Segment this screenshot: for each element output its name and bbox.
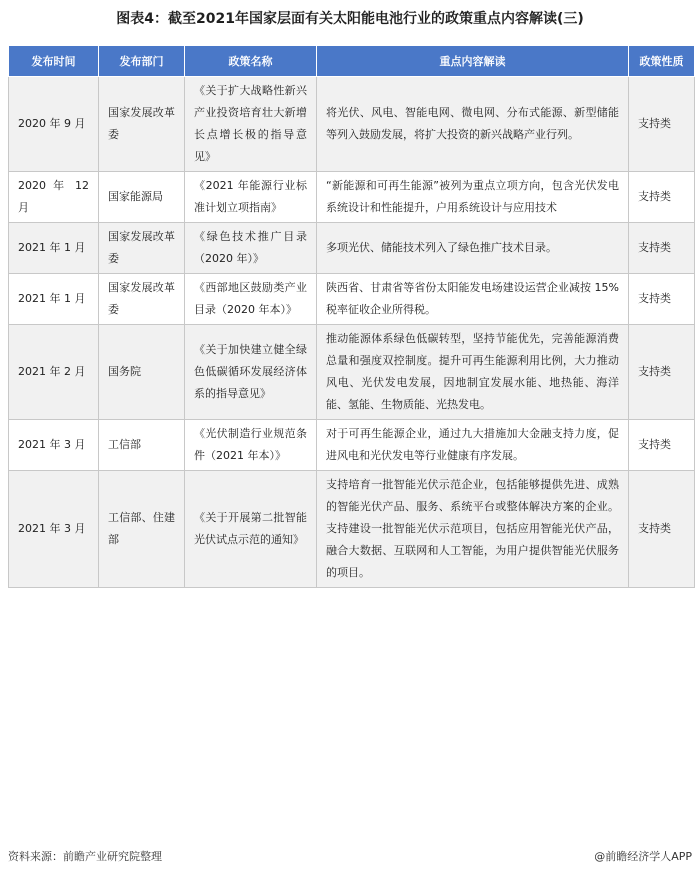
content-cell: 推动能源体系绿色低碳转型，坚持节能优先，完善能源消费总量和强度双控制度。提升可再生能源利用比例，大力推动风电、光伏发电发展，因地制宜发展水能、地热能、海洋能、氢能、生物质能、光热发电。 (317, 325, 629, 420)
type-cell: 支持类 (629, 471, 695, 588)
content-cell: 多项光伏、储能技术列入了绿色推广技术目录。 (317, 223, 629, 274)
type-cell: 支持类 (629, 274, 695, 325)
type-cell: 支持类 (629, 77, 695, 172)
dept-cell: 工信部、住建部 (99, 471, 185, 588)
type-cell: 支持类 (629, 172, 695, 223)
content-cell: “新能源和可再生能源”被列为重点立项方向，包含光伏发电系统设计和性能提升，户用系统设计与应用技术 (317, 172, 629, 223)
policy-cell: 《关于开展第二批智能光伏试点示范的通知》 (185, 471, 317, 588)
column-header-type: 政策性质 (629, 46, 695, 77)
date-cell: 2021 年 2 月 (9, 325, 99, 420)
policy-cell: 《光伏制造行业规范条件（2021 年本）》 (185, 420, 317, 471)
type-cell: 支持类 (629, 223, 695, 274)
dept-cell: 国务院 (99, 325, 185, 420)
type-cell: 支持类 (629, 325, 695, 420)
table-row (9, 471, 695, 588)
column-header-policy: 政策名称 (185, 46, 317, 77)
policy-table (8, 45, 695, 588)
dept-cell: 国家发展改革委 (99, 77, 185, 172)
policy-cell: 《2021 年能源行业标准计划立项指南》 (185, 172, 317, 223)
table-row (9, 325, 695, 420)
type-cell: 支持类 (629, 420, 695, 471)
policy-cell: 《西部地区鼓励类产业目录（2020 年本）》 (185, 274, 317, 325)
dept-cell: 国家发展改革委 (99, 223, 185, 274)
policy-cell: 《绿色技术推广目录（2020 年）》 (185, 223, 317, 274)
policy-cell: 《关于扩大战略性新兴产业投资培育壮大新增长点增长极的指导意见》 (185, 77, 317, 172)
table-row (9, 77, 695, 172)
policy-cell: 《关于加快建立健全绿色低碳循环发展经济体系的指导意见》 (185, 325, 317, 420)
date-cell: 2021 年 1 月 (9, 223, 99, 274)
table-row (9, 420, 695, 471)
table-row (9, 172, 695, 223)
column-header-content: 重点内容解读 (317, 46, 629, 77)
dept-cell: 国家能源局 (99, 172, 185, 223)
content-cell: 对于可再生能源企业，通过九大措施加大金融支持力度，促进风电和光伏发电等行业健康有序发展。 (317, 420, 629, 471)
date-cell: 2020 年 9 月 (9, 77, 99, 172)
date-cell: 2020 年 12 月 (9, 172, 99, 223)
column-header-date: 发布时间 (9, 46, 99, 77)
source-note: 资料来源：前瞻产业研究院整理 (8, 850, 162, 863)
content-cell: 陕西省、甘肃省等省份太阳能发电场建设运营企业减按 15%税率征收企业所得税。 (317, 274, 629, 325)
table-row (9, 274, 695, 325)
date-cell: 2021 年 1 月 (9, 274, 99, 325)
content-cell: 将光伏、风电、智能电网、微电网、分布式能源、新型储能等列入鼓励发展，将扩大投资的新兴战略产业行列。 (317, 77, 629, 172)
date-cell: 2021 年 3 月 (9, 471, 99, 588)
content-cell: 支持培育一批智能光伏示范企业，包括能够提供先进、成熟的智能光伏产品、服务、系统平台或整体解决方案的企业。支持建设一批智能光伏示范项目，包括应用智能光伏产品，融合大数据、互联网和人工智能，为用户提供智能光伏服务的项目。 (317, 471, 629, 588)
date-cell: 2021 年 3 月 (9, 420, 99, 471)
brand-credit: @前瞻经济学人APP (594, 850, 692, 863)
table-row (9, 223, 695, 274)
dept-cell: 国家发展改革委 (99, 274, 185, 325)
page-title: 图表4：截至2021年国家层面有关太阳能电池行业的政策重点内容解读(三) (116, 11, 584, 27)
dept-cell: 工信部 (99, 420, 185, 471)
table-header-row (9, 46, 695, 77)
column-header-dept: 发布部门 (99, 46, 185, 77)
